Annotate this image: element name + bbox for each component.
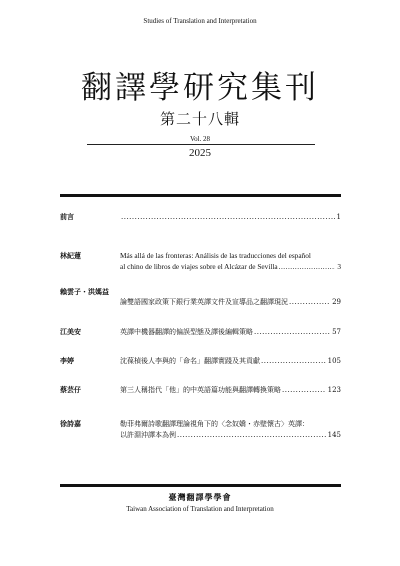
toc-author: 蔡芸仔 xyxy=(60,385,81,394)
toc-author: 林紀蓮 xyxy=(60,251,81,260)
publication-year: 2025 xyxy=(189,147,211,159)
toc-author: 李婷 xyxy=(60,356,74,365)
toc-title-line: Más allá de las fronteras: Análisis de las traducciones del español xyxy=(120,251,311,260)
volume-label: Vol. 28 xyxy=(189,135,211,143)
toc-title-line: al chino de libros de viajes sobre el Alcázar de Sevilla xyxy=(120,261,278,271)
toc-page-number: 123 xyxy=(327,386,341,394)
publisher-name-chinese: 臺灣翻譯學學會 xyxy=(168,492,232,502)
toc-page-number: 29 xyxy=(332,298,341,306)
toc-author: 徐詩嘉 xyxy=(60,419,81,428)
header-divider xyxy=(87,144,315,145)
toc-page-number: 57 xyxy=(332,328,341,336)
toc-bottom-rule xyxy=(60,484,341,487)
issue-number: 第二十八輯 xyxy=(159,110,240,128)
toc-title-line: 勒菲弗爾詩歌翻譯理論視角下的〈念奴嬌・赤壁懷古〉英譯： xyxy=(120,420,309,428)
toc-page-number: 3 xyxy=(337,261,341,271)
toc-top-rule xyxy=(60,194,341,197)
series-title-english: Studies of Translation and Interpretation xyxy=(143,17,257,25)
toc-author: 賴雲子・洪媽益 xyxy=(60,287,109,296)
toc-title-line: 英譯中機器翻譯的偏誤型態及譯後編輯策略 xyxy=(120,328,253,336)
toc-author: 江美安 xyxy=(60,327,81,336)
toc-page-number: 105 xyxy=(327,357,341,365)
toc-page-number: 145 xyxy=(327,430,341,439)
toc-title-line: 論雙語國家政策下銀行業英譯文件及宣導品之翻譯現況 xyxy=(120,298,288,306)
toc-author: 前言 xyxy=(60,212,74,221)
journal-title: 翻譯學研究集刊 xyxy=(81,70,319,106)
publisher-name-english: Taiwan Association of Translation and Interpretation xyxy=(126,505,274,513)
toc-title-line: 沈葆楨後人李與的「命名」翻譯實踐及其貢獻 xyxy=(120,357,260,365)
toc-page-number: 1 xyxy=(336,213,341,221)
toc-title-line: 以許淵沖譯本為例 xyxy=(120,430,176,439)
toc-title-line: 第三人稱指代「他」的中英語篇功能與翻譯轉換策略 xyxy=(120,386,281,394)
